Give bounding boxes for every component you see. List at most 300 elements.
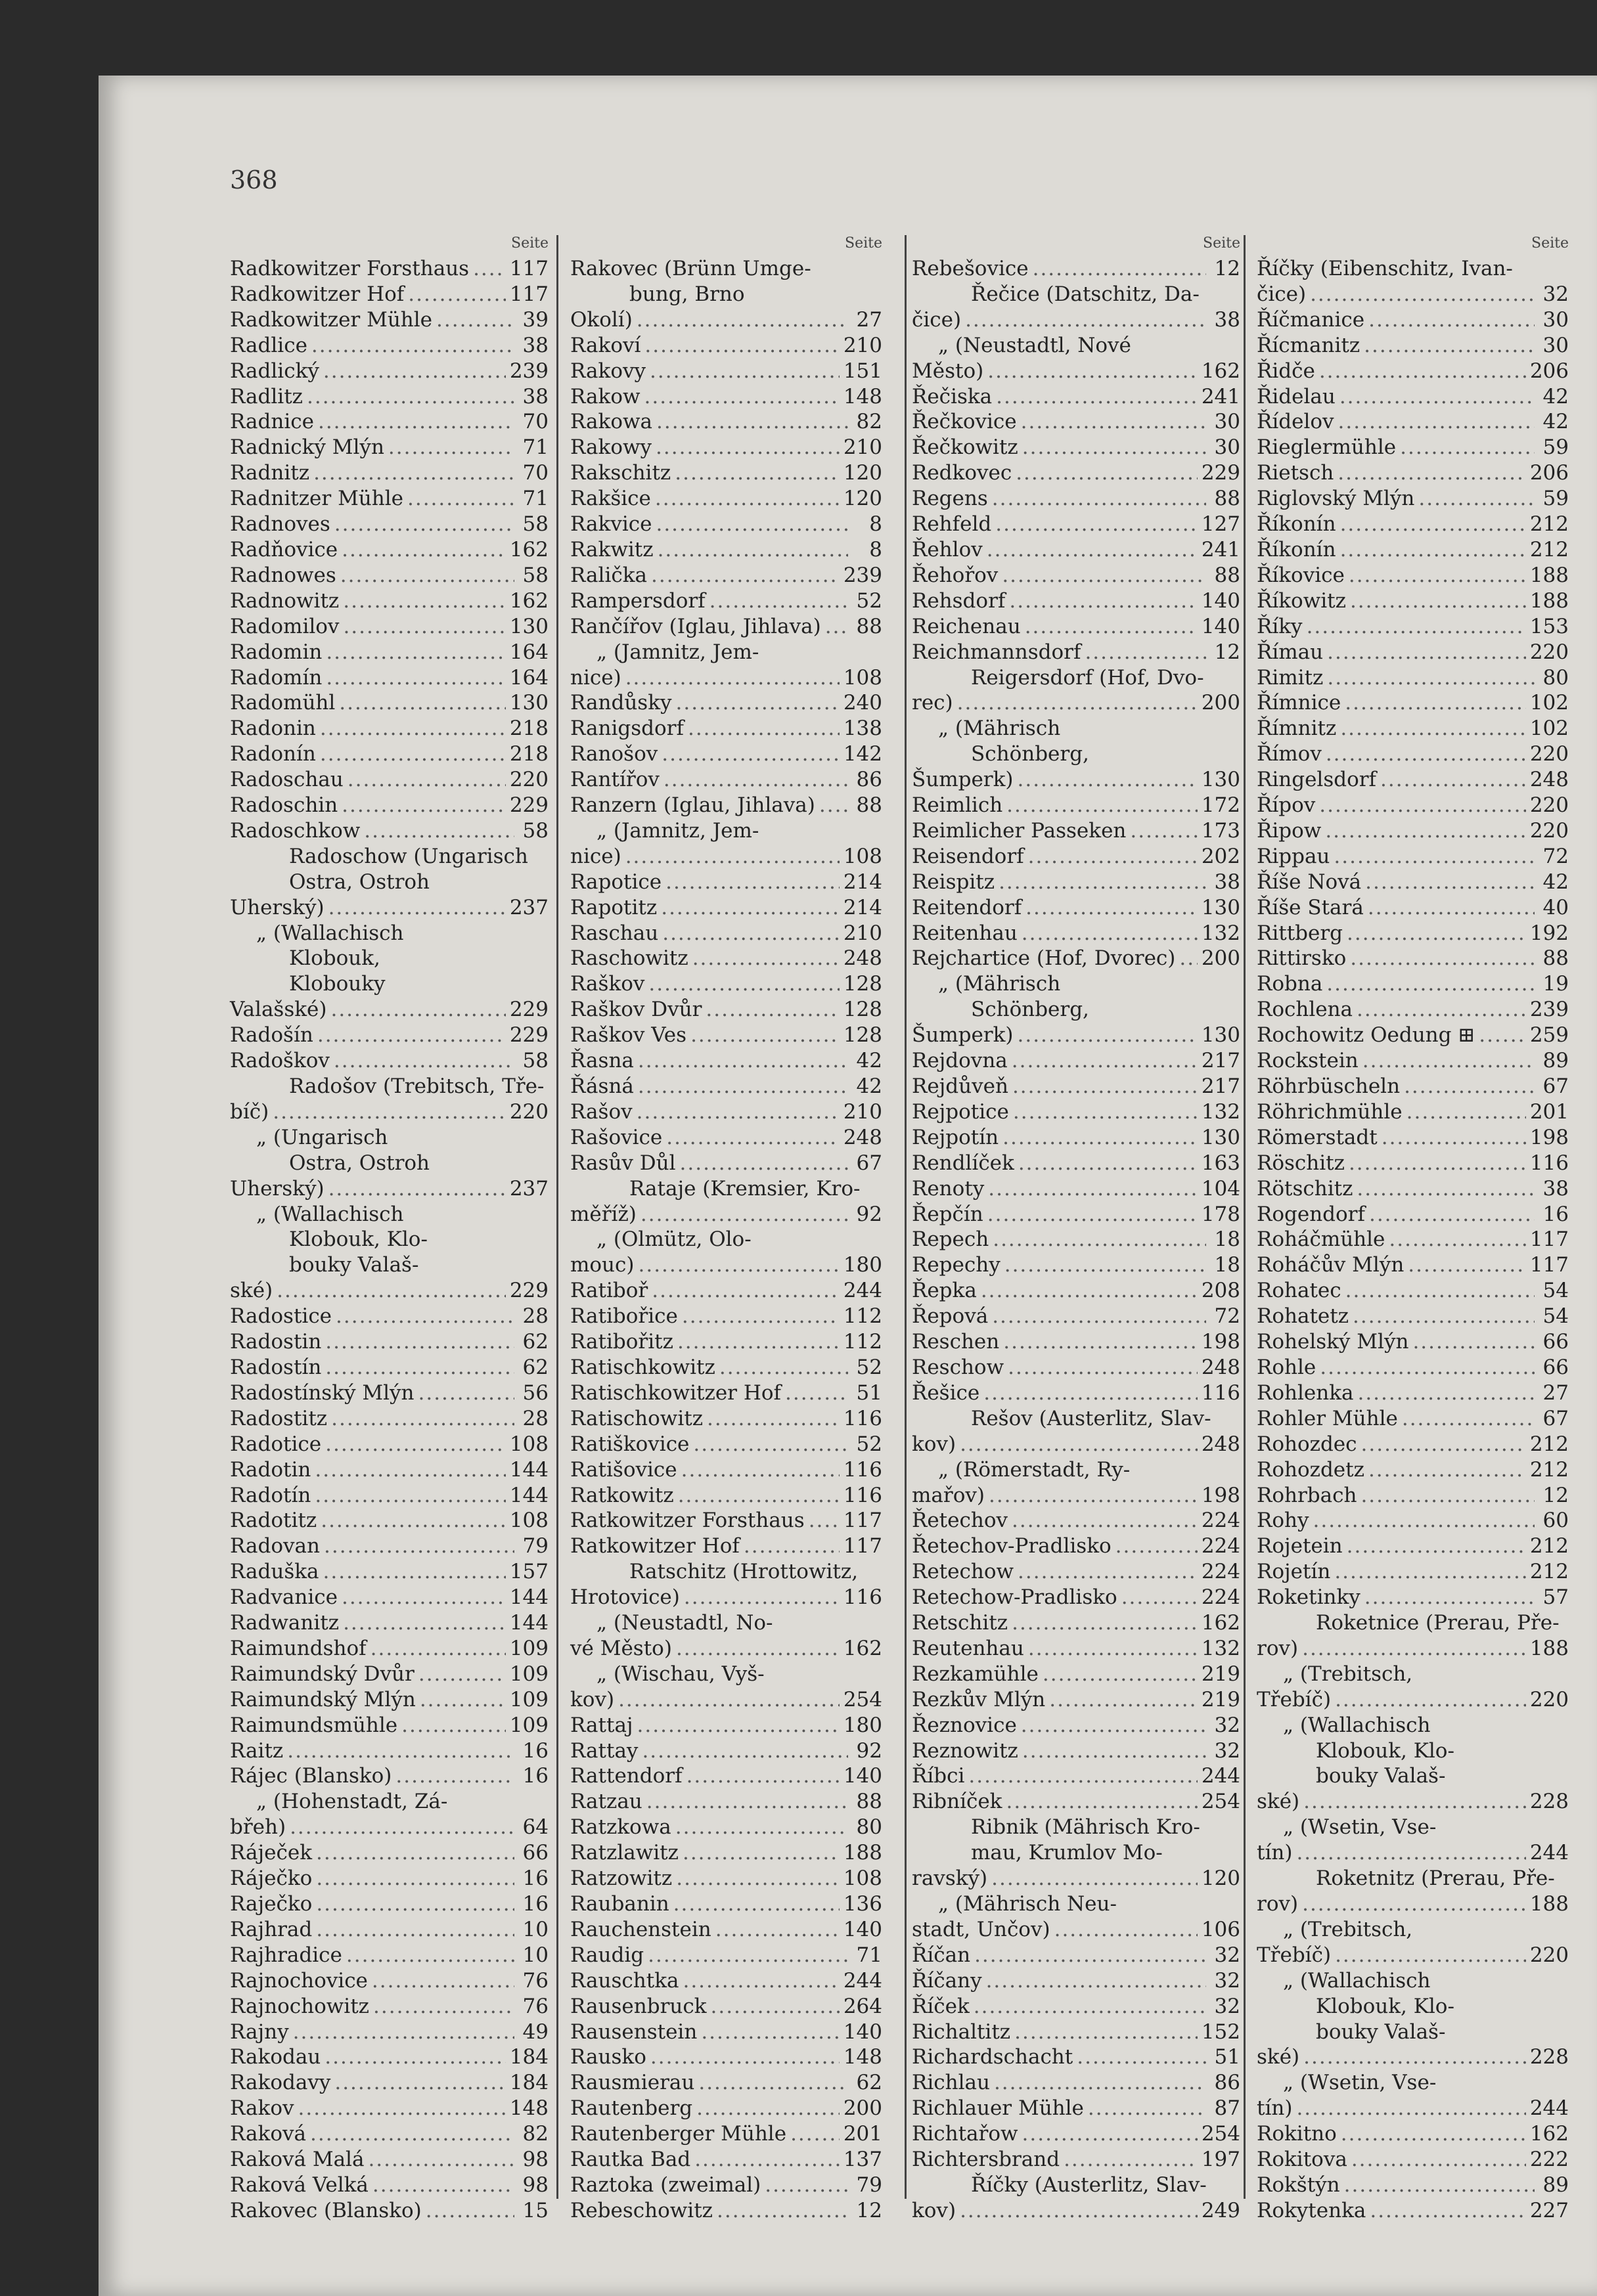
entry-page-number: 220 <box>1529 1943 1569 1967</box>
leader-dots <box>709 588 848 614</box>
leader-dots <box>677 1329 840 1355</box>
entry-page-number: 198 <box>1201 1330 1240 1354</box>
index-entry <box>230 844 549 870</box>
leader-dots <box>1326 971 1535 997</box>
leader-dots <box>318 409 514 435</box>
leader-dots <box>638 1048 848 1074</box>
index-entry <box>1257 1994 1569 2020</box>
entry-name: Rockstein <box>1257 1049 1359 1073</box>
entry-page-number: 138 <box>843 717 882 741</box>
entry-page-number: 201 <box>843 2122 882 2146</box>
entry-name: Rajny <box>230 2020 289 2044</box>
leader-dots <box>719 1355 848 1380</box>
leader-dots <box>644 384 840 410</box>
index-entry <box>1257 1355 1569 1380</box>
index-entry <box>1257 640 1569 665</box>
leader-dots <box>310 2121 514 2147</box>
entry-page-number: 244 <box>1529 1841 1569 1865</box>
entry-page-number: 229 <box>509 793 549 818</box>
entry-page-number: 58 <box>522 818 549 843</box>
leader-dots <box>298 2096 506 2121</box>
entry-name: Rokitno <box>1257 2122 1337 2146</box>
column-divider <box>556 235 558 2199</box>
index-entry <box>912 640 1240 665</box>
index-entry <box>230 895 549 921</box>
leader-dots <box>1418 486 1535 512</box>
leader-dots <box>664 767 848 793</box>
entry-name: Radomin <box>230 640 323 664</box>
leader-dots <box>646 1789 848 1815</box>
entry-page-number: 237 <box>509 1176 549 1201</box>
leader-dots <box>1350 588 1526 614</box>
entry-page-number: 42 <box>856 1074 882 1098</box>
entry-page-number: 52 <box>856 1355 882 1379</box>
entry-page-number: 32 <box>1214 1968 1240 1993</box>
entry-page-number: 219 <box>1201 1662 1240 1686</box>
index-entry <box>1257 1662 1569 1687</box>
entry-name: „ (Jamnitz, Jem- <box>596 640 759 664</box>
entry-name: Raimundsmühle <box>230 1713 398 1737</box>
index-entry <box>1257 1840 1569 1866</box>
leader-dots <box>1370 2198 1525 2224</box>
index-entry <box>1257 384 1569 410</box>
index-entry <box>230 2020 549 2045</box>
leader-dots <box>1340 512 1526 537</box>
entry-page-number: 86 <box>856 768 882 792</box>
entry-page-number: 248 <box>1201 1355 1240 1379</box>
entry-name: stadt, Unčov) <box>912 1917 1050 1941</box>
index-entry <box>912 333 1240 359</box>
entry-name: Rauschtka <box>570 1968 679 1993</box>
entry-name: Rauchenstein <box>570 1917 711 1941</box>
index-entry <box>230 1815 549 1840</box>
index-entry <box>230 1151 549 1176</box>
index-entry <box>570 1304 882 1329</box>
index-entry <box>1257 1891 1569 1917</box>
leader-dots <box>968 1763 1197 1789</box>
leader-dots <box>625 665 840 691</box>
leader-dots <box>1339 384 1535 410</box>
entry-page-number: 140 <box>843 2020 882 2044</box>
leader-dots <box>960 1432 1198 1457</box>
leader-dots <box>1338 460 1526 486</box>
index-entry <box>230 2044 549 2070</box>
entry-page-number: 162 <box>843 1636 882 1660</box>
index-entry <box>570 1738 882 1764</box>
entry-name: Radoschkow <box>230 818 361 843</box>
entry-name: Rattay <box>570 1738 639 1763</box>
entry-name: Raudig <box>570 1943 644 1967</box>
entry-page-number: 108 <box>843 1866 882 1891</box>
entry-name: Rakodau <box>230 2045 321 2069</box>
entry-name: Řípov <box>1257 793 1316 818</box>
entry-name: Radošín <box>230 1023 313 1048</box>
index-entry <box>230 1559 549 1585</box>
leader-dots <box>1009 588 1197 614</box>
entry-page-number: 162 <box>509 588 549 613</box>
entry-name: Raitz <box>230 1738 284 1763</box>
entry-name: Řipow <box>1257 818 1322 843</box>
leader-dots <box>1013 1099 1198 1125</box>
entry-name: Ostra, Ostroh <box>289 1151 430 1175</box>
leader-dots <box>408 282 506 307</box>
entry-page-number: 220 <box>509 1099 549 1124</box>
entry-page-number: 82 <box>522 2122 549 2146</box>
entry-page-number: 222 <box>1529 2148 1569 2172</box>
entry-name: Rausenbruck <box>570 1994 707 2018</box>
entry-page-number: 212 <box>1529 537 1569 562</box>
entry-name: Říčky (Eibenschitz, Ivan- <box>1257 257 1513 280</box>
index-entry <box>1257 1278 1569 1304</box>
entry-page-number: 71 <box>856 1943 882 1967</box>
entry-page-number: 32 <box>1214 1713 1240 1737</box>
leader-dots <box>1364 1585 1535 1610</box>
entry-name: mouc) <box>570 1253 635 1277</box>
entry-name: Ranzern (Iglau, Jihlava) <box>570 793 815 818</box>
leader-dots <box>1344 2173 1535 2198</box>
entry-name: Ostra, Ostroh <box>289 870 430 894</box>
entry-name: Rebešovice <box>912 257 1029 280</box>
index-entry <box>1257 1763 1569 1789</box>
entry-page-number: 239 <box>1529 998 1569 1022</box>
leader-dots <box>1406 1099 1526 1125</box>
leader-dots <box>625 844 840 870</box>
index-entry <box>570 1789 882 1815</box>
entry-name: Říkonín <box>1257 537 1336 562</box>
index-entry <box>1257 2173 1569 2198</box>
entry-page-number: 117 <box>1529 1253 1569 1277</box>
entry-name: Říše Stará <box>1257 895 1364 919</box>
index-entry <box>570 1074 882 1099</box>
leader-dots <box>1025 895 1198 921</box>
entry-name: Rezkamühle <box>912 1662 1039 1686</box>
leader-dots <box>637 1713 840 1738</box>
index-entry <box>1257 1483 1569 1509</box>
leader-dots <box>330 997 505 1023</box>
entry-name: Ráječek <box>230 1841 312 1865</box>
index-entry <box>912 1610 1240 1636</box>
entry-page-number: 42 <box>856 1049 882 1073</box>
index-entry <box>230 256 549 282</box>
leader-dots <box>676 1636 840 1662</box>
leader-dots <box>1021 409 1206 435</box>
leader-dots <box>656 409 848 435</box>
leader-dots <box>1033 256 1206 282</box>
entry-page-number: 59 <box>1542 435 1569 460</box>
entry-page-number: 8 <box>869 537 882 562</box>
entry-name: rec) <box>912 691 953 715</box>
entry-name: Rohy <box>1257 1509 1309 1533</box>
entry-page-number: 227 <box>1529 2198 1569 2222</box>
leader-dots <box>334 512 514 537</box>
entry-name: Raimundský Mlýn <box>230 1687 416 1711</box>
index-entry <box>912 2096 1240 2121</box>
leader-dots <box>987 537 1198 563</box>
entry-name: Radnowes <box>230 563 336 587</box>
leader-dots <box>960 2198 1198 2224</box>
entry-name: Rohozdetz <box>1257 1457 1364 1482</box>
leader-dots <box>343 1610 506 1636</box>
index-entry <box>230 2198 549 2224</box>
leader-dots <box>343 588 506 614</box>
index-entry <box>230 512 549 537</box>
entry-name: Radotin <box>230 1457 311 1482</box>
index-entry <box>1257 2096 1569 2121</box>
index-entry <box>570 256 882 282</box>
index-entry <box>570 1968 882 1994</box>
leader-dots <box>650 2044 840 2070</box>
entry-name: Roháčův Mlýn <box>1257 1253 1405 1277</box>
entry-name: bíč) <box>230 1099 269 1124</box>
leader-dots <box>994 2070 1206 2096</box>
index-entry <box>912 946 1240 971</box>
entry-page-number: 42 <box>1542 870 1569 894</box>
index-entry <box>570 1559 882 1585</box>
leader-dots <box>1349 1151 1526 1176</box>
entry-page-number: 18 <box>1214 1227 1240 1252</box>
entry-name: ské) <box>1257 2045 1300 2069</box>
index-entry <box>1257 1738 1569 1764</box>
entry-name: Říše Nová <box>1257 870 1362 894</box>
entry-page-number: 32 <box>1214 1943 1240 1967</box>
leader-dots <box>965 307 1206 333</box>
entry-name: Rakodavy <box>230 2071 331 2095</box>
index-entry <box>912 1840 1240 1866</box>
leader-dots <box>999 870 1206 895</box>
leader-dots <box>637 307 848 333</box>
entry-page-number: 188 <box>1529 588 1569 613</box>
entry-name: Ratischkowitzer Hof <box>570 1380 782 1405</box>
entry-page-number: 212 <box>1529 1457 1569 1482</box>
index-entry <box>1257 1048 1569 1074</box>
entry-page-number: 137 <box>843 2148 882 2172</box>
entry-page-number: 89 <box>1542 2173 1569 2197</box>
entry-name: Raschau <box>570 921 659 945</box>
leader-dots <box>1008 1355 1198 1380</box>
index-entry <box>912 767 1240 793</box>
entry-name: Rakoví <box>570 333 641 357</box>
entry-page-number: 32 <box>1214 1738 1240 1763</box>
entry-page-number: 208 <box>1201 1279 1240 1303</box>
entry-page-number: 117 <box>1529 1227 1569 1252</box>
leader-dots <box>1380 767 1526 793</box>
leader-dots <box>1310 282 1535 307</box>
entry-page-number: 248 <box>843 1125 882 1149</box>
index-entry <box>912 1278 1240 1304</box>
entry-page-number: 30 <box>1214 410 1240 434</box>
leader-dots <box>1025 614 1198 640</box>
index-entry <box>912 537 1240 563</box>
index-entry <box>570 1483 882 1509</box>
entry-page-number: 62 <box>522 1330 549 1354</box>
index-entry <box>1257 2147 1569 2173</box>
entry-name: Rochowitz Oedung ⊞ <box>1257 1023 1475 1048</box>
leader-dots <box>1022 1738 1206 1764</box>
entry-page-number: 16 <box>1542 1202 1569 1226</box>
leader-dots <box>1077 2044 1206 2070</box>
entry-page-number: 116 <box>843 1585 882 1610</box>
entry-name: Klobouk, Klo- <box>289 1227 428 1252</box>
index-entry <box>570 1355 882 1380</box>
index-entry <box>1257 971 1569 997</box>
leader-dots <box>694 2147 840 2173</box>
leader-dots <box>676 690 840 716</box>
index-entry <box>230 1994 549 2020</box>
index-entry <box>570 1099 882 1125</box>
entry-page-number: 144 <box>509 1585 549 1610</box>
index-entry <box>570 2096 882 2121</box>
entry-name: Rajnochovice <box>230 1968 368 1993</box>
entry-page-number: 173 <box>1201 818 1240 843</box>
entry-page-number: 117 <box>509 257 549 280</box>
leader-dots <box>325 2044 506 2070</box>
leader-dots <box>1022 921 1198 946</box>
entry-page-number: 244 <box>1201 1764 1240 1788</box>
index-entry <box>570 1994 882 2020</box>
leader-dots <box>1345 690 1526 716</box>
entry-name: Řečkowitz <box>912 435 1018 460</box>
index-entry <box>230 1840 549 1866</box>
entry-page-number: 228 <box>1529 2045 1569 2069</box>
index-entry <box>570 1917 882 1943</box>
index-entry <box>230 1891 549 1917</box>
entry-page-number: 244 <box>843 1968 882 1993</box>
leader-dots <box>1307 614 1526 640</box>
entry-page-number: 130 <box>1201 895 1240 919</box>
entry-page-number: 249 <box>1201 2198 1240 2222</box>
entry-name: rov) <box>1257 1892 1299 1916</box>
entry-page-number: 8 <box>869 512 882 537</box>
entry-name: „ (Wsetin, Vse- <box>1283 1815 1437 1840</box>
index-entry <box>912 2020 1240 2045</box>
entry-page-number: 54 <box>1542 1304 1569 1329</box>
entry-name: Radnice <box>230 410 314 434</box>
index-entry <box>230 1636 549 1662</box>
leader-dots <box>1335 1943 1526 1968</box>
entry-name: Říčan <box>912 1943 971 1967</box>
entry-name: Raškov Dvůr <box>570 998 702 1022</box>
entry-page-number: 98 <box>522 2148 549 2172</box>
leader-dots <box>388 435 514 460</box>
leader-dots <box>1018 767 1198 793</box>
leader-dots <box>436 307 514 333</box>
entry-page-number: 163 <box>1201 1151 1240 1175</box>
leader-dots <box>420 1687 506 1713</box>
index-entry <box>912 435 1240 460</box>
index-entry <box>230 1278 549 1304</box>
index-entry <box>570 1048 882 1074</box>
entry-page-number: 148 <box>843 384 882 408</box>
leader-dots <box>321 1508 506 1534</box>
index-entry <box>1257 818 1569 844</box>
seite-header: Seite <box>845 235 882 252</box>
index-entry <box>230 1406 549 1432</box>
index-entry <box>912 870 1240 895</box>
leader-dots <box>1408 1252 1526 1278</box>
entry-page-number: 32 <box>1214 1994 1240 2018</box>
index-entry <box>570 2173 882 2198</box>
entry-name: Rautenberg <box>570 2096 693 2121</box>
leader-dots <box>320 716 506 741</box>
leader-dots <box>692 946 840 971</box>
index-entry <box>1257 282 1569 307</box>
index-entry <box>570 359 882 384</box>
index-entry <box>230 1125 549 1151</box>
index-column-3 <box>912 231 1240 2224</box>
entry-page-number: 104 <box>1201 1176 1240 1201</box>
entry-name: Rakovec (Brünn Umge- <box>570 257 811 280</box>
index-entry <box>570 690 882 716</box>
entry-name: Řečice (Datschitz, Da- <box>971 282 1200 306</box>
entry-page-number: 38 <box>1214 870 1240 894</box>
entry-page-number: 162 <box>1529 2122 1569 2146</box>
leader-dots <box>1302 1636 1526 1662</box>
index-entry <box>230 486 549 512</box>
leader-dots <box>644 333 839 359</box>
index-entry <box>1257 486 1569 512</box>
entry-page-number: 140 <box>843 1917 882 1941</box>
leader-dots <box>1353 1304 1535 1329</box>
leader-dots <box>618 1687 840 1713</box>
entry-name: Römerstadt <box>1257 1125 1378 1149</box>
entry-name: Radvanice <box>230 1585 338 1610</box>
entry-name: Reisendorf <box>912 844 1024 868</box>
entry-page-number: 40 <box>1542 895 1569 919</box>
leader-dots <box>320 741 506 767</box>
index-entry <box>1257 460 1569 486</box>
entry-name: Renoty <box>912 1176 985 1201</box>
entry-page-number: 38 <box>1542 1176 1569 1201</box>
entry-page-number: 130 <box>509 614 549 638</box>
entry-page-number: 217 <box>1201 1074 1240 1098</box>
leader-dots <box>277 1278 506 1304</box>
entry-name: Rendlíček <box>912 1151 1014 1175</box>
entry-name: „ (Jamnitz, Jem- <box>596 818 759 843</box>
entry-name: Řeznovice <box>912 1713 1017 1737</box>
leader-dots <box>1043 1662 1198 1687</box>
entry-name: Ratzau <box>570 1790 642 1814</box>
entry-page-number: 92 <box>856 1738 882 1763</box>
entry-name: břeh) <box>230 1815 286 1840</box>
entry-page-number: 88 <box>856 1790 882 1814</box>
index-entry <box>230 409 549 435</box>
leader-dots <box>986 1968 1206 1994</box>
index-entry <box>230 818 549 844</box>
index-entry <box>570 741 882 767</box>
index-entry <box>230 767 549 793</box>
index-entry <box>570 409 882 435</box>
leader-dots <box>707 1406 840 1432</box>
entry-page-number: 71 <box>522 435 549 460</box>
entry-page-number: 244 <box>843 1279 882 1303</box>
index-entry <box>570 2070 882 2096</box>
leader-dots <box>1049 1687 1198 1713</box>
entry-name: Raimundshof <box>230 1636 367 1660</box>
index-entry <box>230 1738 549 1764</box>
index-entry <box>570 282 882 307</box>
entry-page-number: 102 <box>1529 691 1569 715</box>
entry-name: Říčmanice <box>1257 307 1365 332</box>
entry-name: Rochlena <box>1257 998 1353 1022</box>
leader-dots <box>637 1099 840 1125</box>
entry-page-number: 210 <box>843 333 882 357</box>
leader-dots <box>1347 921 1526 946</box>
leader-dots <box>1357 1380 1535 1406</box>
entry-name: Rieglermühle <box>1257 435 1397 460</box>
leader-dots <box>1357 997 1526 1023</box>
index-entry <box>570 997 882 1023</box>
entry-page-number: 224 <box>1201 1560 1240 1584</box>
